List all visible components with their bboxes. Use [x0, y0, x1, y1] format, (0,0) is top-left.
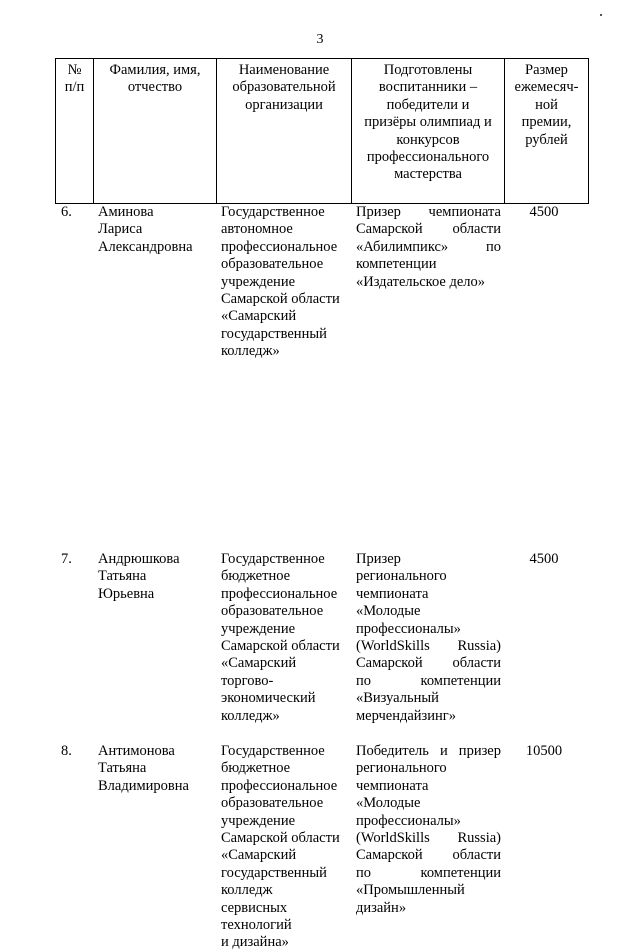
text-line: Наименование: [238, 62, 330, 78]
table-body: [55, 200, 588, 951]
text-line: организации: [245, 96, 323, 113]
page-number: 3: [316, 32, 324, 47]
text-line: «Молодые: [356, 603, 421, 620]
text-line: Размер: [525, 62, 568, 78]
text-line: отчество: [127, 79, 183, 96]
text-line: «Издательское дело»: [356, 273, 486, 290]
text-line: №: [67, 62, 82, 78]
row-amount: 10500: [525, 743, 563, 759]
text-line: учреждение: [221, 620, 296, 637]
text-line: профессионалы»: [356, 620, 461, 637]
row-name: [98, 204, 216, 256]
row-award: [356, 743, 501, 917]
text-line: Фамилия, имя,: [109, 62, 201, 78]
text-line: (WorldSkills Russia): [356, 830, 501, 847]
text-line: Владимировна: [98, 777, 189, 794]
text-line: воспитанники –: [378, 79, 478, 96]
row-number: 7.: [61, 551, 72, 567]
text-line: автономное: [221, 221, 293, 238]
row-amount: 4500: [529, 204, 559, 220]
text-line: по компетенции: [356, 864, 501, 881]
text-line: чемпионата: [356, 585, 429, 602]
text-line: профессионального: [366, 149, 490, 166]
text-line: компетенции: [356, 256, 437, 273]
row-amount: 4500: [529, 551, 559, 567]
text-line: чемпионата: [356, 777, 429, 794]
text-line: государственный: [221, 325, 327, 342]
text-line: Подготовлены: [383, 62, 473, 78]
row-organization: [221, 204, 349, 361]
table-row: [55, 204, 588, 379]
text-line: бюджетное: [221, 760, 291, 777]
text-line: «Промышленный: [356, 882, 465, 899]
text-line: Призер: [356, 551, 401, 567]
text-line: дизайн»: [356, 899, 407, 916]
text-line: премии,: [521, 114, 572, 131]
text-line: Самарской области: [221, 638, 340, 655]
text-line: экономический: [221, 690, 316, 707]
text-line: «Визуальный: [356, 690, 439, 707]
row-name: [98, 743, 216, 795]
text-line: Самарской области: [221, 830, 340, 847]
row-organization: [221, 551, 349, 725]
text-line: призёры олимпиад и: [364, 114, 492, 131]
text-line: «Самарский: [221, 308, 297, 325]
text-line: профессиональное: [221, 238, 338, 255]
text-line: образовательное: [221, 795, 324, 812]
text-line: колледж»: [221, 707, 280, 724]
header-org: [217, 59, 352, 204]
text-line: Аминова: [98, 204, 154, 220]
row-number: 6.: [61, 204, 72, 220]
text-line: мастерства: [394, 166, 462, 183]
text-line: образовательное: [221, 256, 324, 273]
text-line: «Самарский: [221, 655, 297, 672]
text-line: колледж»: [221, 343, 280, 360]
text-line: по компетенции: [356, 672, 501, 689]
text-line: Призер чемпионата: [356, 204, 501, 220]
text-line: конкурсов: [396, 131, 460, 148]
text-line: профессионалы»: [356, 812, 461, 829]
text-line: рублей: [525, 131, 568, 148]
text-line: регионального: [356, 760, 447, 777]
text-line: Юрьевна: [98, 585, 155, 602]
scan-speck: [600, 14, 602, 16]
text-line: «Самарский: [221, 847, 297, 864]
text-line: и дизайна»: [221, 934, 289, 951]
text-line: Татьяна: [98, 568, 147, 585]
row-name: [98, 551, 216, 603]
text-line: п/п: [64, 79, 85, 96]
text-line: профессиональное: [221, 585, 338, 602]
text-line: (WorldSkills Russia): [356, 638, 501, 655]
text-line: сервисных: [221, 899, 288, 916]
text-line: победители и: [386, 96, 470, 113]
text-line: ной: [535, 96, 558, 113]
row-organization: [221, 743, 349, 952]
header-name: [94, 59, 217, 204]
text-line: Государственное: [221, 204, 325, 220]
text-line: Самарской области: [356, 221, 501, 238]
text-line: профессиональное: [221, 777, 338, 794]
row-number: 8.: [61, 743, 72, 759]
text-line: Государственное: [221, 551, 325, 567]
text-line: Государственное: [221, 743, 325, 759]
header-num: [56, 59, 94, 204]
text-line: Александровна: [98, 238, 193, 255]
text-line: ежемесяч-: [514, 79, 579, 96]
text-line: колледж: [221, 882, 273, 899]
text-line: торгово-: [221, 672, 274, 689]
text-line: Победитель и призер: [356, 743, 501, 759]
text-line: учреждение: [221, 273, 296, 290]
table-header: [55, 58, 589, 204]
row-award: [356, 551, 501, 725]
header-award: [352, 59, 505, 204]
text-line: Татьяна: [98, 760, 147, 777]
text-line: Лариса: [98, 221, 143, 238]
text-line: учреждение: [221, 812, 296, 829]
text-line: Самарской области: [356, 655, 501, 672]
text-line: бюджетное: [221, 568, 291, 585]
text-line: мерчендайзинг»: [356, 707, 457, 724]
text-line: «Молодые: [356, 795, 421, 812]
text-line: Антимонова: [98, 743, 175, 759]
text-line: регионального: [356, 568, 447, 585]
text-line: технологий: [221, 917, 292, 934]
text-line: Самарской области: [356, 847, 501, 864]
text-line: «Абилимпикс» по: [356, 238, 501, 255]
row-award: [356, 204, 501, 291]
text-line: Самарской области: [221, 291, 340, 308]
header-amount: [505, 59, 589, 204]
text-line: Андрюшкова: [98, 551, 180, 567]
text-line: образовательное: [221, 603, 324, 620]
text-line: образовательной: [232, 79, 336, 96]
text-line: государственный: [221, 864, 327, 881]
